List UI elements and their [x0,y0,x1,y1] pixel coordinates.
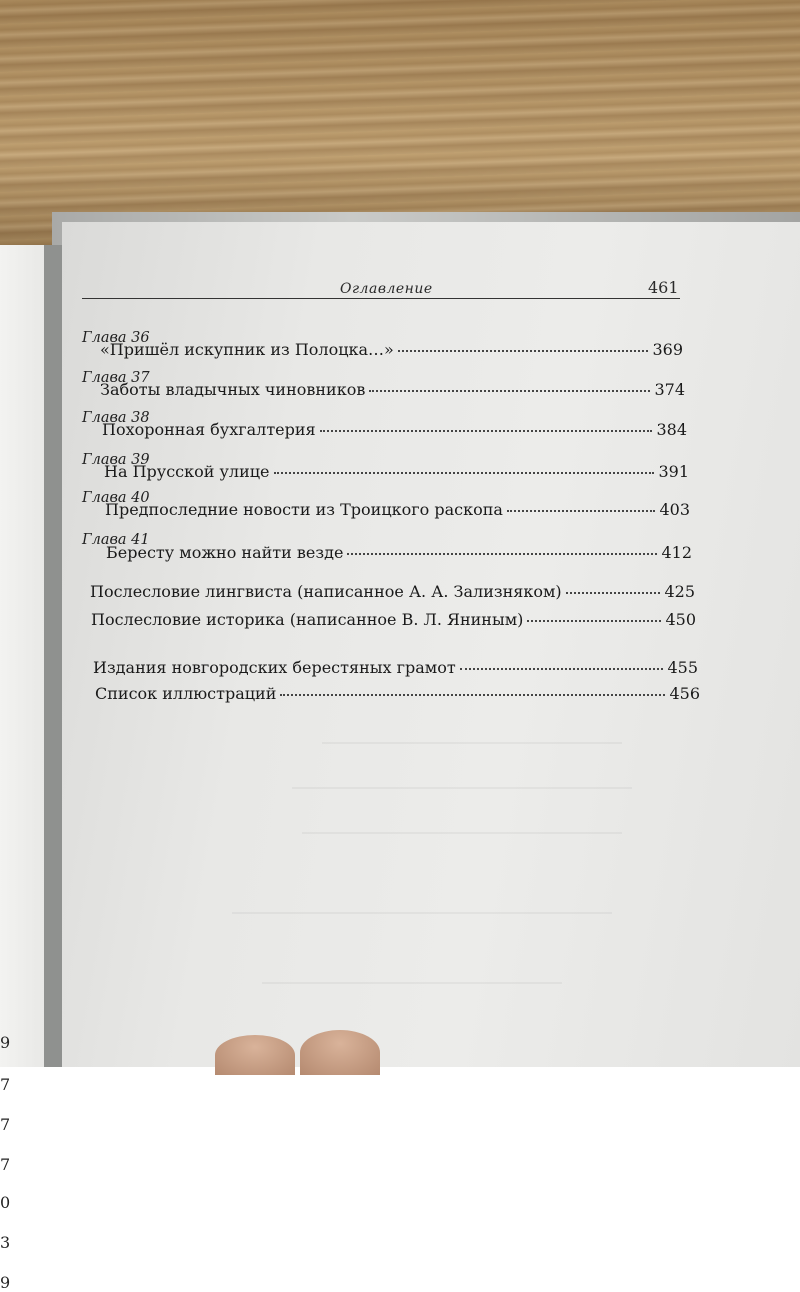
page-number: 461 [648,278,679,297]
toc-entry-page: 374 [654,380,685,399]
toc-entry-title: Список иллюстраций [95,684,277,703]
left-page-number: 0 [0,1193,11,1212]
toc-entry[interactable] [93,658,698,677]
leader-dots [460,668,664,670]
left-page-number: 7 [0,1115,11,1134]
toc-entry[interactable] [95,684,700,703]
toc-entry-title: Заботы владычных чиновников [100,380,366,399]
leader-dots [398,350,649,352]
leader-dots [566,592,661,594]
chapter-label: Глава 41 [82,532,150,548]
toc-entry-page: 412 [661,543,692,562]
left-page-number: 7 [0,1075,11,1094]
chapter-label: Глава 37 [82,370,150,386]
left-page-number: 7 [0,1155,11,1174]
toc-entry-page: 384 [656,420,687,439]
toc-entry[interactable] [100,340,683,359]
leader-dots [507,510,656,512]
toc-entry-page: 391 [658,462,689,481]
toc-entry[interactable] [91,610,696,629]
toc-entry-title: Предпоследние новости из Троицкого раскопа [105,500,503,519]
left-book-edge [0,245,62,1292]
leader-dots [320,430,653,432]
toc-entry-page: 456 [669,684,700,703]
fingertip [300,1030,380,1075]
toc-entry-title: Послесловие лингвиста (написанное А. А. Зализняком) [90,582,562,601]
left-page-number: 9 [0,1033,11,1052]
leader-dots [369,390,650,392]
leader-dots [274,472,655,474]
toc-entry[interactable] [105,500,690,519]
leader-dots [347,553,657,555]
toc-entry-title: Послесловие историка (написанное В. Л. Яниным) [91,610,524,629]
toc-entry[interactable] [104,462,689,481]
left-page-number: 9 [0,1273,11,1292]
toc-entry-title: Похоронная бухгалтерия [102,420,316,439]
toc-entry-page: 425 [664,582,695,601]
toc-entry-title: Бересту можно найти везде [106,543,344,562]
toc-entry-page: 450 [665,610,696,629]
toc-entry[interactable] [102,420,687,439]
toc-entry[interactable] [106,543,692,562]
toc-entry-title: «Пришёл искупник из Полоцка…» [100,340,394,359]
header-rule [82,298,680,299]
toc-entry-title: На Прусской улице [104,462,270,481]
toc-entry[interactable] [90,582,695,601]
running-header-title: Оглавление [340,281,433,297]
leader-dots [280,694,665,696]
toc-entry-page: 369 [652,340,683,359]
chapter-label: Глава 36 [82,330,150,346]
chapter-label: Глава 39 [82,452,150,468]
toc-entry-title: Издания новгородских берестяных грамот [93,658,456,677]
toc-entry[interactable] [100,380,685,399]
toc-entry-page: 455 [667,658,698,677]
left-page-number: 3 [0,1233,11,1252]
fingertip [215,1035,295,1075]
chapter-label: Глава 40 [82,490,150,506]
leader-dots [527,620,661,622]
chapter-label: Глава 38 [82,410,150,426]
toc-entry-page: 403 [659,500,690,519]
